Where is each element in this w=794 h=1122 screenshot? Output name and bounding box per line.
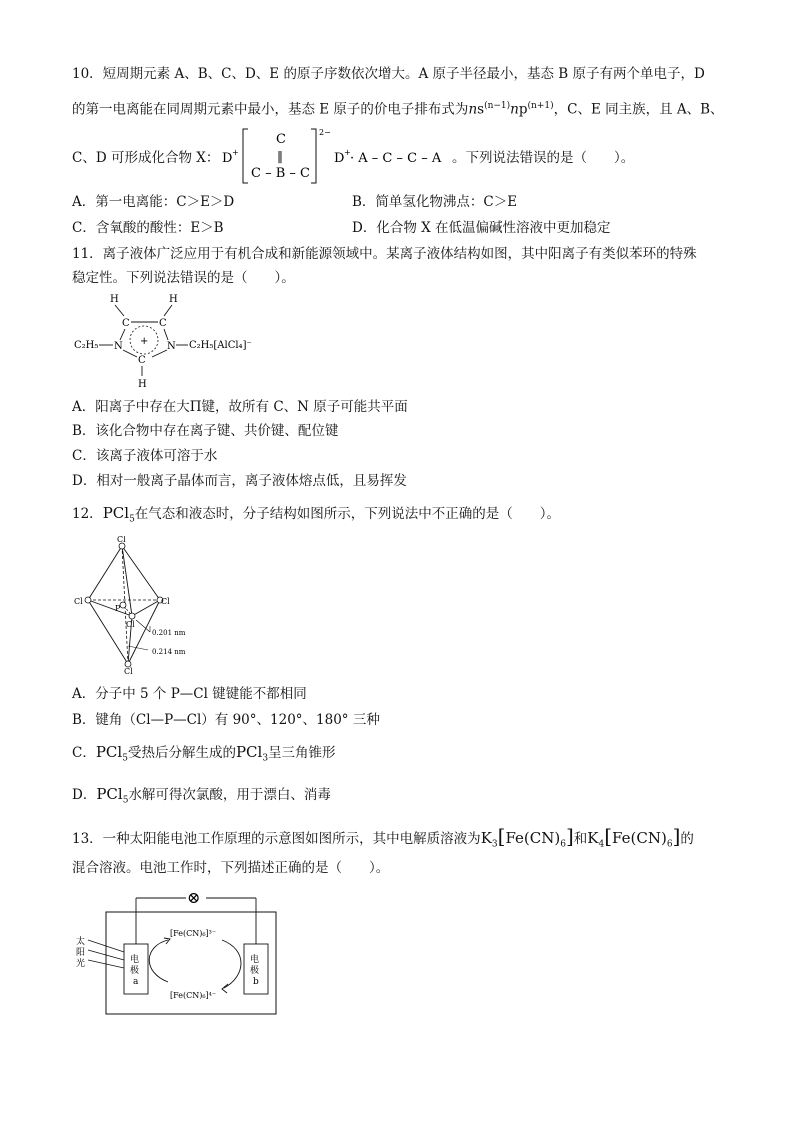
q11-option-c: C．该离子液体可溶于水 bbox=[72, 448, 218, 464]
svg-text:太: 太 bbox=[76, 937, 86, 947]
svg-text:阳: 阳 bbox=[76, 948, 86, 958]
svg-text:N: N bbox=[167, 341, 176, 352]
svg-text:Cl: Cl bbox=[161, 597, 170, 606]
svg-text:+: + bbox=[140, 336, 149, 347]
svg-text:D: D bbox=[334, 151, 345, 166]
svg-text:N: N bbox=[114, 341, 123, 352]
lamp-icon: ⊗ bbox=[187, 888, 201, 907]
q10-option-d: D．化合物 X 在低温偏碱性溶液中更加稳定 bbox=[352, 220, 611, 236]
svg-text:C: C bbox=[276, 132, 286, 147]
svg-text:C₂H₅[AlCl₄]⁻: C₂H₅[AlCl₄]⁻ bbox=[189, 340, 252, 351]
svg-text:C: C bbox=[138, 355, 146, 366]
q11-option-d: D．相对一般离子晶体而言，离子液体熔点低，且易挥发 bbox=[72, 473, 407, 489]
svg-text:0.201 nm: 0.201 nm bbox=[152, 629, 186, 637]
svg-text:Cl: Cl bbox=[74, 597, 83, 606]
svg-text:极: 极 bbox=[250, 966, 260, 976]
svg-text:+: + bbox=[232, 148, 239, 157]
q10-option-c: C．含氧酸的酸性：E＞B bbox=[72, 220, 224, 236]
q12-option-c: C．PCl$_5$受热后分解生成的PCl$_3$呈三角锥形 bbox=[72, 743, 336, 764]
svg-text:H: H bbox=[110, 294, 119, 305]
svg-text:Cl: Cl bbox=[117, 536, 126, 544]
q12-option-a: A．分子中 5 个 P—Cl 键键能不都相同 bbox=[72, 686, 307, 702]
svg-text:C: C bbox=[122, 318, 130, 329]
svg-text:D: D bbox=[222, 151, 233, 166]
svg-text:C₂H₅: C₂H₅ bbox=[74, 340, 99, 351]
svg-text:‖: ‖ bbox=[277, 149, 283, 163]
svg-text:+: + bbox=[344, 148, 351, 157]
q10-line3a: C、D 可形成化合物 X： bbox=[72, 150, 220, 166]
svg-text:H: H bbox=[169, 294, 178, 305]
q10-line3b: 。下列说法错误的是（ ）。 bbox=[452, 150, 635, 166]
compound-x-formula bbox=[218, 125, 468, 187]
svg-text:Cl: Cl bbox=[124, 667, 133, 676]
svg-text:电: 电 bbox=[130, 955, 140, 965]
svg-text:b: b bbox=[253, 977, 259, 987]
q10-option-a: A．第一电离能：C＞E＞D bbox=[72, 194, 235, 210]
svg-text:C – B – C: C – B – C bbox=[251, 166, 310, 181]
svg-text:P: P bbox=[115, 604, 121, 613]
svg-text:C: C bbox=[159, 318, 167, 329]
q10-option-b: B．简单氢化物沸点：C＞E bbox=[352, 194, 518, 210]
svg-text:极: 极 bbox=[130, 966, 140, 976]
q13-line1: 13．一种太阳能电池工作原理的示意图如图所示，其中电解质溶液为$K_3[Fe(CN)_6]$和$K_4[Fe(CN)_6]$的 bbox=[72, 824, 694, 850]
solar-cell-diagram bbox=[72, 884, 282, 1020]
q13-line2: 混合溶液。电池工作时，下列描述正确的是（ ）。 bbox=[72, 860, 390, 876]
svg-text:光: 光 bbox=[76, 959, 86, 969]
svg-text:· A – C – C – A: · A – C – C – A bbox=[350, 151, 442, 166]
q10-line1: 10．短周期元素 A、B、C、D、E 的原子序数依次增大。A 原子半径最小，基态 B 原子有两个单电子，D bbox=[72, 66, 705, 82]
svg-text:a: a bbox=[133, 977, 139, 987]
q10-line2: 的第一电离能在同周期元素中最小，基态 E 原子的价电子排布式为$ns^{(n-1)}np^{(n+1)}$，C、E 同主族，且 A、B、 bbox=[72, 101, 724, 118]
pcl5-structure bbox=[72, 536, 212, 676]
svg-text:[Fe(CN)₆]⁴⁻: [Fe(CN)₆]⁴⁻ bbox=[170, 991, 217, 1000]
q11-line2: 稳定性。下列说法错误的是（ ）。 bbox=[72, 270, 295, 286]
svg-text:H: H bbox=[138, 379, 147, 390]
q12-option-d: D．PCl$_5$水解可得次氯酸，用于漂白、消毒 bbox=[72, 785, 331, 806]
q12-option-b: B．键角（Cl—P—Cl）有 90°、120°、180° 三种 bbox=[72, 712, 380, 728]
q12-line1: 12．PCl$_5$在气态和液态时，分子结构如图所示，下列说法中不正确的是（ ）。 bbox=[72, 504, 561, 525]
svg-text:Cl: Cl bbox=[126, 620, 135, 629]
svg-text:0.214 nm: 0.214 nm bbox=[152, 648, 186, 656]
q11-line1: 11．离子液体广泛应用于有机合成和新能源领域中。某离子液体结构如图，其中阳离子有类似苯环的特殊 bbox=[72, 246, 697, 262]
q11-option-b: B．该化合物中存在离子键、共价键、配位键 bbox=[72, 423, 339, 439]
svg-text:电: 电 bbox=[250, 955, 260, 965]
svg-text:2−: 2− bbox=[319, 128, 331, 137]
svg-text:[Fe(CN)₆]³⁻: [Fe(CN)₆]³⁻ bbox=[170, 929, 217, 938]
ionic-liquid-structure bbox=[72, 288, 272, 392]
q11-option-a: A．阳离子中存在大Π键，故所有 C、N 原子可能共平面 bbox=[72, 399, 408, 415]
